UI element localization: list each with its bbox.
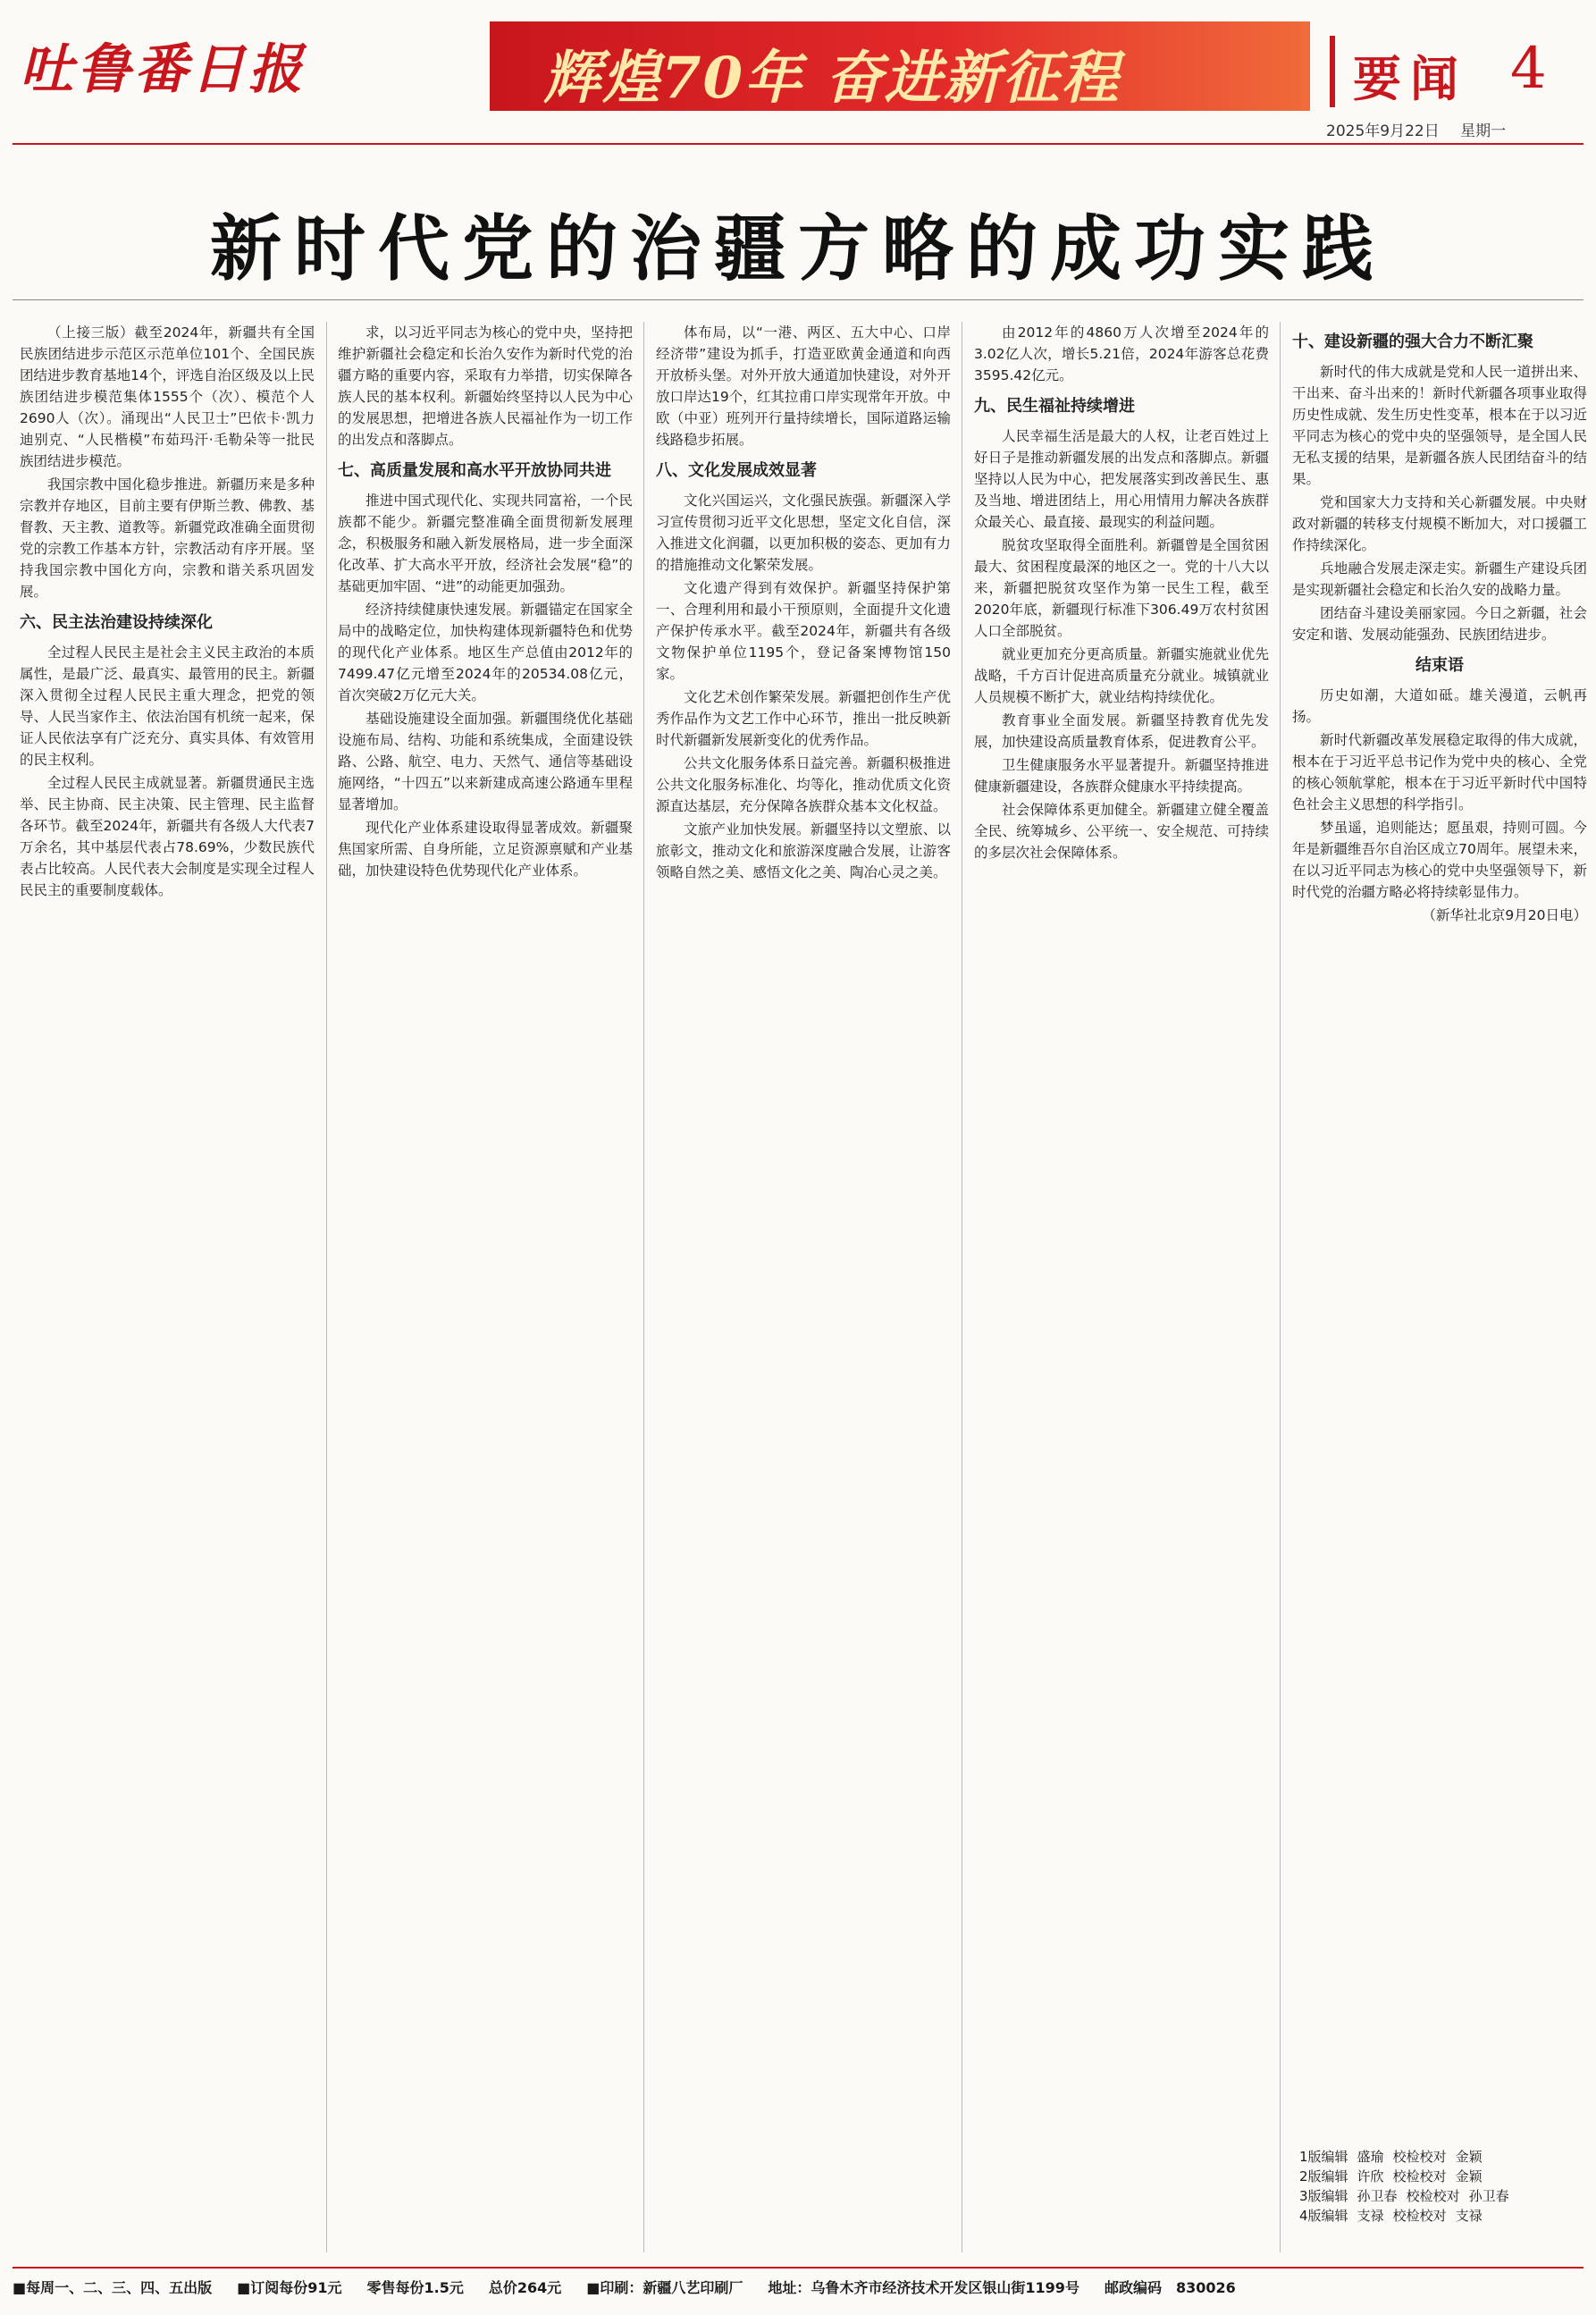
paragraph: 全过程人民民主是社会主义民主政治的本质属性，是最广泛、最真实、最管用的民主。新疆深入贯彻全过程人民民主重大理念，把党的领导、人民当家作主、依法治国有机统一起来，保证人民依法享有广泛充分、真实具体、有效管用的民主权利。 xyxy=(20,644,315,768)
section-heading: 九、民生福祉持续增进 xyxy=(974,397,1135,416)
issue-weekday: 星期一 xyxy=(1460,122,1507,140)
banner-text: 辉煌70年 奋进新征程 xyxy=(543,45,1121,112)
paragraph: 脱贫攻坚取得全面胜利。新疆曾是全国贫困最大、贫困程度最深的地区之一。党的十八大以来，新疆把脱贫攻坚作为第一民生工程，截至2020年底，新疆现行标准下306.49万农村贫困人口全部脱贫。 xyxy=(974,537,1269,639)
paragraph: 教育事业全面发展。新疆坚持教育优先发展，加快建设高质量教育体系，促进教育公平。 xyxy=(974,712,1269,750)
paragraph: 文化艺术创作繁荣发展。新疆把创作生产优秀作品作为文艺工作中心环节，推出一批反映新时代新疆新发展新变化的优秀作品。 xyxy=(656,689,951,748)
column-divider xyxy=(326,322,327,2252)
credit-name: 孙卫春 xyxy=(1357,2188,1398,2204)
paragraph: 文化遗产得到有效保护。新疆坚持保护第一、合理利用和最小干预原则，全面提升文化遗产保护传承水平。截至2024年，新疆共有各级文物保护单位1195个，登记备案博物馆150家。 xyxy=(656,580,951,682)
paragraph: 人民幸福生活是最大的人权，让老百姓过上好日子是推动新疆发展的出发点和落脚点。新疆坚持以人民为中心，把发展落实到改善民生、惠及当地、增进团结上，用心用情用力解决各族群众最关心、最直接、最现实的利益问题。 xyxy=(974,428,1269,530)
column-divider xyxy=(643,322,644,2252)
article-column-4 xyxy=(974,322,1269,865)
paragraph: （上接三版）截至2024年，新疆共有全国民族团结进步示范区示范单位101个、全国民族团结进步教育基地14个，评选自治区级及以上民族团结进步模范集体1555个（次）、模范个人2690人（次）。涌现出“人民卫士”巴依卡·凯力迪别克、“人民楷模”布茹玛汗·毛勒朵等一批民族团结进步模范。 xyxy=(20,324,315,469)
section-box xyxy=(1330,36,1505,107)
page-headline: 新时代党的治疆方略的成功实践 xyxy=(210,206,1386,290)
column-divider xyxy=(1280,322,1281,2252)
annual-price: ■订阅每份91元 xyxy=(237,2278,342,2296)
credit-name: 支禄 xyxy=(1455,2208,1483,2224)
address: 地址：乌鲁木齐市经济技术开发区银山街1199号 xyxy=(768,2278,1079,2296)
publication-days: ■每周一、二、三、四、五出版 xyxy=(13,2278,213,2296)
credit-role: 4版编辑 xyxy=(1299,2208,1348,2224)
article-column-1 xyxy=(20,322,315,903)
paragraph: 新时代新疆改革发展稳定取得的伟大成就，根本在于习近平总书记作为党中央的核心、全党的核心领航掌舵，根本在于习近平新时代中国特色社会主义思想的科学指引。 xyxy=(1292,732,1587,812)
paragraph: 文化兴国运兴，文化强民族强。新疆深入学习宣传贯彻习近平文化思想，坚定文化自信，深入推进文化润疆，以更加积极的姿态、更加有力的措施推动文化繁荣发展。 xyxy=(656,492,951,573)
paragraph: 新时代的伟大成就是党和人民一道拼出来、干出来、奋斗出来的！新时代新疆各项事业取得历史性成就、发生历史性变革，根本在于以习近平同志为核心的党中央的坚强领导，是全国人民无私支援的结果，是新疆各族人民团结奋斗的结果。 xyxy=(1292,364,1587,487)
paragraph: 社会保障体系更加健全。新疆建立健全覆盖全民、统筹城乡、公平统一、安全规范、可持续的多层次社会保障体系。 xyxy=(974,802,1269,861)
newspaper-logo: 吐鲁番日报 xyxy=(20,38,306,101)
article-column-2 xyxy=(338,322,633,883)
paragraph: 卫生健康服务水平显著提升。新疆坚持推进健康新疆建设，各族群众健康水平持续提高。 xyxy=(974,757,1269,795)
paragraph: 现代化产业体系建设取得显著成效。新疆聚焦国家所需、自身所能，立足资源禀赋和产业基础，加快建设特色优势现代化产业体系。 xyxy=(338,820,633,879)
paragraph: 历史如潮，大道如砥。雄关漫道，云帆再扬。 xyxy=(1292,687,1587,725)
total-price: 总价264元 xyxy=(488,2278,562,2296)
paragraph: 体布局，以“一港、两区、五大中心、口岸经济带”建设为抓手，打造亚欧黄金通道和向西开放桥头堡。对外开放大通道加快建设，对外开放口岸达19个，红其拉甫口岸实现常年开放。中欧（中亚）班列开行量持续增长，国际道路运输线路稳步拓展。 xyxy=(656,324,951,448)
header-rule xyxy=(13,143,1583,145)
dateline: （新华社北京9月20日电） xyxy=(1422,907,1587,923)
section-heading: 七、高质量发展和高水平开放协同共进 xyxy=(338,461,611,480)
paragraph: 团结奋斗建设美丽家园。今日之新疆，社会安定和谐、发展动能强劲、民族团结进步。 xyxy=(1292,605,1587,643)
credit-row xyxy=(1299,2147,1585,2167)
credit-role: 校检校对 xyxy=(1392,2168,1447,2185)
paragraph: 文旅产业加快发展。新疆坚持以文塑旅、以旅彰文，推动文化和旅游深度融合发展，让游客领略自然之美、感悟文化之美、陶冶心灵之美。 xyxy=(656,821,951,880)
publication-footer xyxy=(13,2267,1583,2304)
credit-name: 金颖 xyxy=(1455,2149,1483,2165)
paragraph: 推进中国式现代化、实现共同富裕，一个民族都不能少。新疆完整准确全面贯彻新发展理念，积极服务和融入新发展格局，进一步全面深化改革、扩大高水平开放，经济社会发展“稳”的基础更加牢固、“进”的动能更加强劲。 xyxy=(338,492,633,594)
credit-role: 校检校对 xyxy=(1392,2149,1447,2165)
conclusion-heading: 结束语 xyxy=(1415,656,1464,675)
credit-row xyxy=(1299,2206,1585,2226)
paragraph: 经济持续健康快速发展。新疆锚定在国家全局中的战略定位，加快构建体现新疆特色和优势的现代化产业体系。地区生产总值由2012年的7499.47亿元增至2024年的20534.08亿元，首次突破2万亿元大关。 xyxy=(338,602,633,703)
masthead xyxy=(0,0,1596,150)
credit-role: 校检校对 xyxy=(1392,2208,1447,2224)
credit-row xyxy=(1299,2186,1585,2206)
credit-row xyxy=(1299,2167,1585,2186)
paragraph: 就业更加充分更高质量。新疆实施就业优先战略，千方百计促进高质量充分就业。城镇就业人员规模不断扩大，就业结构持续优化。 xyxy=(974,646,1269,705)
section-heading: 十、建设新疆的强大合力不断汇聚 xyxy=(1292,333,1533,351)
paragraph: 党和国家大力支持和关心新疆发展。中央财政对新疆的转移支付规模不断加大，对口援疆工作持续深化。 xyxy=(1292,494,1587,553)
article-column-3 xyxy=(656,322,951,885)
paragraph: 公共文化服务体系日益完善。新疆积极推进公共文化服务标准化、均等化，推动优质文化资源直达基层，充分保障各族群众基本文化权益。 xyxy=(656,755,951,814)
paragraph: 基础设施建设全面加强。新疆围绕优化基础设施布局、结构、功能和系统集成，全面建设铁路、公路、航空、电力、天然气、通信等基础设施网络，“十四五”以来新建成高速公路通车里程显著增加。 xyxy=(338,711,633,812)
date-line xyxy=(1326,118,1522,140)
article-column-5 xyxy=(1292,322,1587,928)
printer: ■印刷：新疆八艺印刷厂 xyxy=(586,2278,743,2296)
credit-name: 金颖 xyxy=(1455,2168,1483,2185)
postcode: 邮政编码 830026 xyxy=(1104,2278,1236,2296)
paragraph: 全过程人民民主成就显著。新疆贯通民主选举、民主协商、民主决策、民主管理、民主监督各环节。截至2024年，新疆共有各级人大代表7万余名，其中基层代表占78.69%，少数民族代表占比较高。人民代表大会制度是实现全过程人民民主的重要制度载体。 xyxy=(20,775,315,898)
headline-rule xyxy=(13,299,1583,300)
section-name: 要闻 xyxy=(1353,50,1467,107)
credit-role: 1版编辑 xyxy=(1299,2149,1348,2165)
credit-name: 孙卫春 xyxy=(1468,2188,1509,2204)
issue-date: 2025年9月22日 xyxy=(1326,122,1440,140)
single-price: 零售每份1.5元 xyxy=(366,2278,464,2296)
credit-name: 支禄 xyxy=(1357,2208,1384,2224)
credit-name: 盛瑜 xyxy=(1357,2149,1384,2165)
credit-role: 2版编辑 xyxy=(1299,2168,1348,2185)
paragraph: 求，以习近平同志为核心的党中央，坚持把维护新疆社会稳定和长治久安作为新时代党的治疆方略的重要内容，采取有力举措，切实保障各族人民的基本权利。新疆始终坚持以人民为中心的发展思想，把增进各族人民福祉作为一切工作的出发点和落脚点。 xyxy=(338,324,633,448)
paragraph: 由2012年的4860万人次增至2024年的3.02亿人次，增长5.21倍，2024年游客总花费3595.42亿元。 xyxy=(974,324,1269,383)
paragraph: 梦虽遥，追则能达；愿虽艰，持则可圆。今年是新疆维吾尔自治区成立70周年。展望未来，在以习近平同志为核心的党中央坚强领导下，新时代党的治疆方略必将持续彰显伟力。 xyxy=(1292,820,1587,900)
anniversary-banner xyxy=(490,21,1310,111)
editor-credits xyxy=(1299,2147,1585,2226)
credit-role: 3版编辑 xyxy=(1299,2188,1348,2204)
paragraph: 我国宗教中国化稳步推进。新疆历来是多种宗教并存地区，目前主要有伊斯兰教、佛教、基督教、天主教、道教等。新疆党政准确全面贯彻党的宗教工作基本方针，宗教活动有序开展。坚持我国宗教中国化方向，宗教和谐关系巩固发展。 xyxy=(20,476,315,600)
section-heading: 六、民主法治建设持续深化 xyxy=(20,613,213,632)
credit-role: 校检校对 xyxy=(1406,2188,1460,2204)
paragraph: 兵地融合发展走深走实。新疆生产建设兵团是实现新疆社会稳定和长治久安的战略力量。 xyxy=(1292,560,1587,598)
credit-name: 许欣 xyxy=(1357,2168,1384,2185)
section-heading: 八、文化发展成效显著 xyxy=(656,461,817,480)
page-number: 4 xyxy=(1510,36,1547,102)
